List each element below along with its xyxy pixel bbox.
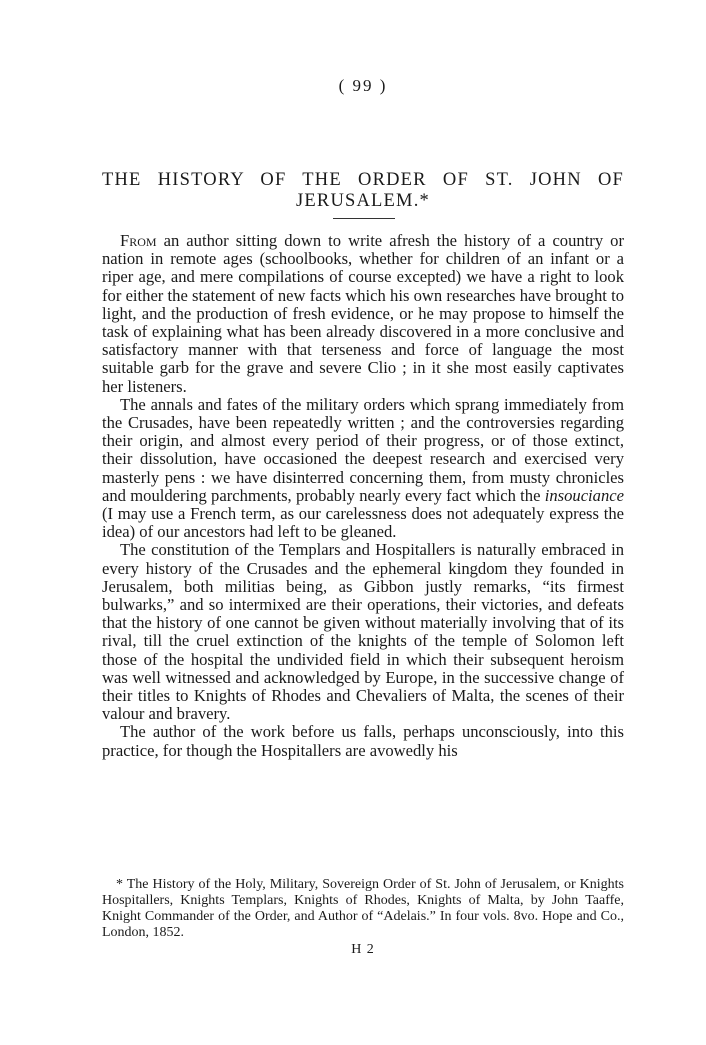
article-title xyxy=(102,170,624,212)
footnote xyxy=(102,877,624,941)
title-rule xyxy=(333,218,395,219)
paragraph-2 xyxy=(102,396,624,542)
paragraph-3: The constitution of the Templars and Hospitallers is naturally embraced in every history of the Crusades and the ephemeral kingdom they founded in Jerusalem, both militias being, as Gibbon justly remarks, “its firmest bulwarks,” and so intermixed are their operations, their victories, and defeats that the history of one cannot be given without materially involving that of its rival, till the cruel extinction of the knights of the temple of Solomon left those of the hospital the undivided field in which their subsequent heroism was well witnessed and acknowledged by Europe, in the successive change of their titles to Knights of Rhodes and Chevaliers of Malta, the scenes of their valour and bravery. xyxy=(102,540,624,724)
paragraph-2-italic: insouciance xyxy=(544,485,624,505)
title-line-2: JERUSALEM.* xyxy=(296,191,430,211)
article-body xyxy=(102,232,624,760)
title-line-1: THE HISTORY OF THE ORDER OF ST. JOHN OF xyxy=(102,170,624,190)
paragraph-2-text-a: The annals and fates of the military orders which sprang immediately from the Crusades, have been repeatedly written ; and the controversies regarding their origin, and almost every period of their progress, or of those extinct, their dissolution, have occasioned the deepest research and exercised very masterly pens : we have disinterred concerning them, from musty chronicles and mouldering parchments, probably nearly every fact which the xyxy=(102,394,624,505)
paragraph-4: The author of the work before us falls, perhaps unconsciously, into this practice, for though the Hospitallers are avowedly his xyxy=(102,722,624,760)
paragraph-1-text: an author sitting down to write afresh the history of a country or nation in remote ages (schoolbooks, whether for children of an infant or a riper age, and mere compilations of course excepted) we have a right to look for either the statement of new facts which his own researches have brought to light, and the production of fresh evidence, or he may propose to himself the task of explaining what has been already discovered in a more conclusive and satisfactory manner with that terseness and force of language the most suitable garb for the grave and severe Clio ; in it she most easily captivates her listeners. xyxy=(102,231,624,396)
page-number: ( 99 ) xyxy=(338,76,388,95)
opening-word: From xyxy=(120,231,157,250)
signature-mark: H 2 xyxy=(351,942,375,957)
paragraph-1 xyxy=(102,232,624,396)
footnote-text: * The History of the Holy, Military, Sovereign Order of St. John of Jerusalem, or Knights Hospitallers, Knights Templars, Knights of Rhodes, Knights of Malta, by John Taaffe, Knight Commander of the Order, and Author of “Adelais.” In four vols. 8vo. Hope and Co., London, 1852. xyxy=(102,877,624,940)
paragraph-2-text-b: (I may use a French term, as our carelessness does not adequately express the idea) of our ancestors had left to be gleaned. xyxy=(102,504,624,542)
